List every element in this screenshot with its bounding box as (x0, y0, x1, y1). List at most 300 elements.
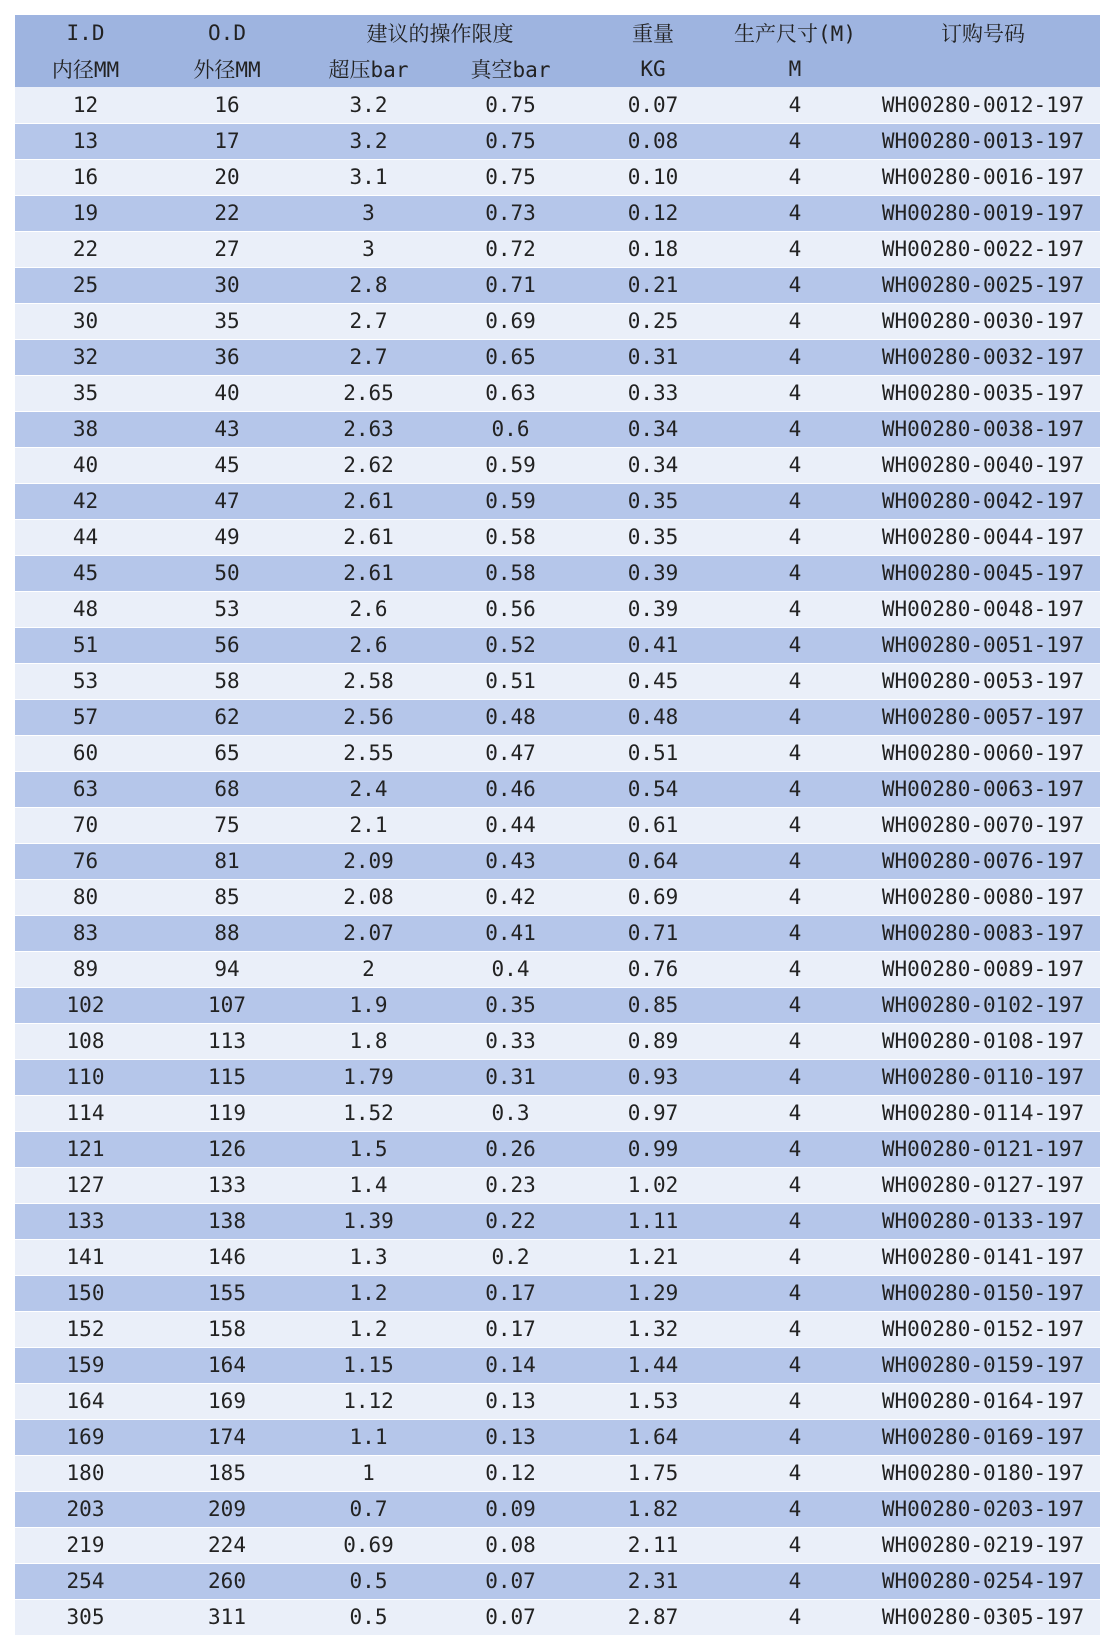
cell-length: 4 (724, 915, 866, 951)
cell-overpressure: 1.2 (298, 1311, 439, 1347)
cell-outer-diameter: 75 (156, 807, 298, 843)
cell-length: 4 (724, 627, 866, 663)
cell-overpressure: 3 (298, 195, 439, 231)
cell-inner-diameter: 102 (15, 987, 156, 1023)
cell-inner-diameter: 159 (15, 1347, 156, 1383)
cell-length: 4 (724, 1491, 866, 1527)
cell-order-number: WH00280-0035-197 (866, 375, 1100, 411)
cell-order-number: WH00280-0060-197 (866, 735, 1100, 771)
cell-inner-diameter: 152 (15, 1311, 156, 1347)
cell-order-number: WH00280-0159-197 (866, 1347, 1100, 1383)
cell-outer-diameter: 27 (156, 231, 298, 267)
cell-vacuum: 0.13 (439, 1383, 582, 1419)
cell-overpressure: 2.63 (298, 411, 439, 447)
cell-overpressure: 2.6 (298, 627, 439, 663)
cell-order-number: WH00280-0032-197 (866, 339, 1100, 375)
cell-weight: 0.21 (582, 267, 724, 303)
cell-weight: 0.39 (582, 555, 724, 591)
cell-outer-diameter: 138 (156, 1203, 298, 1239)
cell-weight: 0.18 (582, 231, 724, 267)
cell-order-number: WH00280-0102-197 (866, 987, 1100, 1023)
cell-order-number: WH00280-0152-197 (866, 1311, 1100, 1347)
cell-length: 4 (724, 807, 866, 843)
table-row (15, 1131, 1100, 1167)
table-row (15, 447, 1100, 483)
cell-outer-diameter: 50 (156, 555, 298, 591)
cell-overpressure: 2.4 (298, 771, 439, 807)
cell-vacuum: 0.08 (439, 1527, 582, 1563)
cell-order-number: WH00280-0057-197 (866, 699, 1100, 735)
cell-overpressure: 2.7 (298, 303, 439, 339)
cell-weight: 0.08 (582, 123, 724, 159)
cell-length: 4 (724, 519, 866, 555)
table-row (15, 411, 1100, 447)
table-row (15, 1167, 1100, 1203)
cell-length: 4 (724, 1419, 866, 1455)
cell-inner-diameter: 70 (15, 807, 156, 843)
cell-overpressure: 3.2 (298, 123, 439, 159)
cell-inner-diameter: 121 (15, 1131, 156, 1167)
cell-outer-diameter: 58 (156, 663, 298, 699)
cell-length: 4 (724, 555, 866, 591)
cell-order-number: WH00280-0083-197 (866, 915, 1100, 951)
cell-vacuum: 0.75 (439, 87, 582, 123)
cell-order-number: WH00280-0133-197 (866, 1203, 1100, 1239)
cell-vacuum: 0.58 (439, 555, 582, 591)
cell-vacuum: 0.47 (439, 735, 582, 771)
cell-length: 4 (724, 879, 866, 915)
header-operating-limits: 建议的操作限度 (298, 15, 582, 51)
cell-weight: 0.76 (582, 951, 724, 987)
cell-vacuum: 0.75 (439, 159, 582, 195)
cell-overpressure: 1.4 (298, 1167, 439, 1203)
cell-weight: 0.41 (582, 627, 724, 663)
cell-order-number: WH00280-0030-197 (866, 303, 1100, 339)
table-row (15, 303, 1100, 339)
cell-overpressure: 2.07 (298, 915, 439, 951)
cell-overpressure: 0.5 (298, 1563, 439, 1599)
cell-vacuum: 0.59 (439, 483, 582, 519)
table-row (15, 1095, 1100, 1131)
cell-outer-diameter: 185 (156, 1455, 298, 1491)
cell-outer-diameter: 65 (156, 735, 298, 771)
cell-order-number: WH00280-0150-197 (866, 1275, 1100, 1311)
table-row (15, 987, 1100, 1023)
table-row (15, 375, 1100, 411)
cell-vacuum: 0.22 (439, 1203, 582, 1239)
cell-length: 4 (724, 1455, 866, 1491)
cell-vacuum: 0.41 (439, 915, 582, 951)
cell-vacuum: 0.71 (439, 267, 582, 303)
cell-overpressure: 1.39 (298, 1203, 439, 1239)
cell-vacuum: 0.12 (439, 1455, 582, 1491)
cell-inner-diameter: 76 (15, 843, 156, 879)
cell-outer-diameter: 62 (156, 699, 298, 735)
cell-weight: 1.75 (582, 1455, 724, 1491)
cell-inner-diameter: 22 (15, 231, 156, 267)
cell-overpressure: 1.12 (298, 1383, 439, 1419)
cell-outer-diameter: 20 (156, 159, 298, 195)
cell-inner-diameter: 141 (15, 1239, 156, 1275)
cell-length: 4 (724, 1203, 866, 1239)
cell-vacuum: 0.33 (439, 1023, 582, 1059)
cell-inner-diameter: 80 (15, 879, 156, 915)
table-row (15, 1491, 1100, 1527)
cell-weight: 0.07 (582, 87, 724, 123)
cell-vacuum: 0.4 (439, 951, 582, 987)
cell-vacuum: 0.48 (439, 699, 582, 735)
cell-weight: 0.99 (582, 1131, 724, 1167)
cell-length: 4 (724, 1599, 866, 1635)
cell-overpressure: 2.65 (298, 375, 439, 411)
cell-outer-diameter: 209 (156, 1491, 298, 1527)
cell-order-number: WH00280-0254-197 (866, 1563, 1100, 1599)
cell-overpressure: 0.5 (298, 1599, 439, 1635)
cell-vacuum: 0.69 (439, 303, 582, 339)
cell-weight: 0.25 (582, 303, 724, 339)
header-outer-diameter-unit: 外径MM (156, 51, 298, 87)
cell-inner-diameter: 63 (15, 771, 156, 807)
cell-overpressure: 3.2 (298, 87, 439, 123)
cell-length: 4 (724, 1239, 866, 1275)
cell-outer-diameter: 40 (156, 375, 298, 411)
cell-overpressure: 1.8 (298, 1023, 439, 1059)
cell-outer-diameter: 164 (156, 1347, 298, 1383)
cell-outer-diameter: 17 (156, 123, 298, 159)
cell-outer-diameter: 43 (156, 411, 298, 447)
cell-length: 4 (724, 1563, 866, 1599)
table-row (15, 843, 1100, 879)
table-row (15, 1419, 1100, 1455)
cell-outer-diameter: 30 (156, 267, 298, 303)
cell-inner-diameter: 114 (15, 1095, 156, 1131)
cell-length: 4 (724, 771, 866, 807)
cell-length: 4 (724, 411, 866, 447)
cell-vacuum: 0.42 (439, 879, 582, 915)
cell-inner-diameter: 30 (15, 303, 156, 339)
cell-vacuum: 0.73 (439, 195, 582, 231)
cell-length: 4 (724, 1095, 866, 1131)
cell-outer-diameter: 45 (156, 447, 298, 483)
cell-overpressure: 2.8 (298, 267, 439, 303)
cell-overpressure: 1.3 (298, 1239, 439, 1275)
cell-order-number: WH00280-0044-197 (866, 519, 1100, 555)
table-row (15, 123, 1100, 159)
cell-order-number: WH00280-0012-197 (866, 87, 1100, 123)
cell-weight: 0.39 (582, 591, 724, 627)
cell-length: 4 (724, 483, 866, 519)
cell-order-number: WH00280-0114-197 (866, 1095, 1100, 1131)
cell-overpressure: 3 (298, 231, 439, 267)
cell-outer-diameter: 35 (156, 303, 298, 339)
cell-outer-diameter: 133 (156, 1167, 298, 1203)
cell-weight: 2.31 (582, 1563, 724, 1599)
cell-inner-diameter: 32 (15, 339, 156, 375)
cell-inner-diameter: 169 (15, 1419, 156, 1455)
cell-length: 4 (724, 1311, 866, 1347)
cell-weight: 0.31 (582, 339, 724, 375)
table-row (15, 915, 1100, 951)
cell-order-number: WH00280-0038-197 (866, 411, 1100, 447)
table-row (15, 951, 1100, 987)
cell-inner-diameter: 42 (15, 483, 156, 519)
cell-inner-diameter: 60 (15, 735, 156, 771)
cell-vacuum: 0.51 (439, 663, 582, 699)
cell-weight: 0.64 (582, 843, 724, 879)
cell-inner-diameter: 305 (15, 1599, 156, 1635)
cell-weight: 0.34 (582, 447, 724, 483)
cell-length: 4 (724, 663, 866, 699)
cell-weight: 0.93 (582, 1059, 724, 1095)
cell-weight: 0.89 (582, 1023, 724, 1059)
table-body (15, 87, 1100, 1635)
cell-weight: 0.35 (582, 483, 724, 519)
cell-length: 4 (724, 1275, 866, 1311)
table-row (15, 267, 1100, 303)
table-row (15, 699, 1100, 735)
cell-order-number: WH00280-0025-197 (866, 267, 1100, 303)
header-length-unit: M (724, 51, 866, 87)
table-row (15, 1455, 1100, 1491)
cell-length: 4 (724, 699, 866, 735)
cell-length: 4 (724, 123, 866, 159)
table-row (15, 771, 1100, 807)
cell-weight: 0.51 (582, 735, 724, 771)
cell-order-number: WH00280-0048-197 (866, 591, 1100, 627)
cell-order-number: WH00280-0076-197 (866, 843, 1100, 879)
cell-overpressure: 2.55 (298, 735, 439, 771)
cell-outer-diameter: 169 (156, 1383, 298, 1419)
cell-length: 4 (724, 375, 866, 411)
cell-length: 4 (724, 951, 866, 987)
table-row (15, 807, 1100, 843)
table-row (15, 159, 1100, 195)
cell-order-number: WH00280-0089-197 (866, 951, 1100, 987)
cell-overpressure: 2.6 (298, 591, 439, 627)
cell-weight: 1.64 (582, 1419, 724, 1455)
cell-outer-diameter: 224 (156, 1527, 298, 1563)
cell-order-number: WH00280-0022-197 (866, 231, 1100, 267)
cell-length: 4 (724, 1527, 866, 1563)
header-id: I.D (15, 15, 156, 51)
table-row (15, 1527, 1100, 1563)
cell-overpressure: 2.08 (298, 879, 439, 915)
cell-weight: 0.85 (582, 987, 724, 1023)
cell-outer-diameter: 81 (156, 843, 298, 879)
table-row (15, 1383, 1100, 1419)
cell-order-number: WH00280-0053-197 (866, 663, 1100, 699)
cell-order-number: WH00280-0203-197 (866, 1491, 1100, 1527)
cell-weight: 1.32 (582, 1311, 724, 1347)
cell-inner-diameter: 203 (15, 1491, 156, 1527)
cell-outer-diameter: 311 (156, 1599, 298, 1635)
cell-vacuum: 0.6 (439, 411, 582, 447)
cell-overpressure: 1.15 (298, 1347, 439, 1383)
cell-vacuum: 0.52 (439, 627, 582, 663)
cell-overpressure: 1.9 (298, 987, 439, 1023)
table-header (15, 15, 1100, 87)
cell-order-number: WH00280-0063-197 (866, 771, 1100, 807)
cell-order-number: WH00280-0051-197 (866, 627, 1100, 663)
cell-outer-diameter: 56 (156, 627, 298, 663)
cell-weight: 1.53 (582, 1383, 724, 1419)
cell-vacuum: 0.75 (439, 123, 582, 159)
table-row (15, 735, 1100, 771)
table-row (15, 87, 1100, 123)
cell-vacuum: 0.3 (439, 1095, 582, 1131)
cell-inner-diameter: 57 (15, 699, 156, 735)
cell-weight: 1.29 (582, 1275, 724, 1311)
cell-length: 4 (724, 339, 866, 375)
cell-weight: 1.44 (582, 1347, 724, 1383)
cell-outer-diameter: 47 (156, 483, 298, 519)
cell-outer-diameter: 49 (156, 519, 298, 555)
cell-inner-diameter: 133 (15, 1203, 156, 1239)
header-weight-unit: KG (582, 51, 724, 87)
cell-inner-diameter: 13 (15, 123, 156, 159)
cell-outer-diameter: 113 (156, 1023, 298, 1059)
cell-inner-diameter: 219 (15, 1527, 156, 1563)
cell-overpressure: 0.7 (298, 1491, 439, 1527)
cell-inner-diameter: 16 (15, 159, 156, 195)
cell-length: 4 (724, 447, 866, 483)
cell-weight: 1.11 (582, 1203, 724, 1239)
cell-length: 4 (724, 1347, 866, 1383)
cell-order-number: WH00280-0110-197 (866, 1059, 1100, 1095)
cell-inner-diameter: 164 (15, 1383, 156, 1419)
cell-overpressure: 2.61 (298, 519, 439, 555)
cell-weight: 0.33 (582, 375, 724, 411)
cell-vacuum: 0.26 (439, 1131, 582, 1167)
cell-weight: 1.02 (582, 1167, 724, 1203)
cell-vacuum: 0.59 (439, 447, 582, 483)
cell-order-number: WH00280-0040-197 (866, 447, 1100, 483)
cell-outer-diameter: 174 (156, 1419, 298, 1455)
cell-inner-diameter: 180 (15, 1455, 156, 1491)
cell-overpressure: 2.61 (298, 555, 439, 591)
cell-vacuum: 0.13 (439, 1419, 582, 1455)
cell-vacuum: 0.58 (439, 519, 582, 555)
cell-overpressure: 2.7 (298, 339, 439, 375)
cell-weight: 1.82 (582, 1491, 724, 1527)
cell-overpressure: 2.09 (298, 843, 439, 879)
cell-outer-diameter: 68 (156, 771, 298, 807)
cell-length: 4 (724, 1131, 866, 1167)
cell-outer-diameter: 260 (156, 1563, 298, 1599)
header-vacuum: 真空bar (439, 51, 582, 87)
cell-inner-diameter: 254 (15, 1563, 156, 1599)
cell-order-number: WH00280-0164-197 (866, 1383, 1100, 1419)
cell-overpressure: 1.2 (298, 1275, 439, 1311)
cell-overpressure: 1.5 (298, 1131, 439, 1167)
table-row (15, 195, 1100, 231)
cell-vacuum: 0.35 (439, 987, 582, 1023)
cell-vacuum: 0.56 (439, 591, 582, 627)
cell-overpressure: 1.52 (298, 1095, 439, 1131)
cell-weight: 0.45 (582, 663, 724, 699)
cell-overpressure: 1.1 (298, 1419, 439, 1455)
cell-overpressure: 2 (298, 951, 439, 987)
table-row (15, 1599, 1100, 1635)
cell-inner-diameter: 45 (15, 555, 156, 591)
cell-weight: 0.71 (582, 915, 724, 951)
table-row (15, 1563, 1100, 1599)
cell-order-number: WH00280-0141-197 (866, 1239, 1100, 1275)
cell-overpressure: 0.69 (298, 1527, 439, 1563)
cell-inner-diameter: 44 (15, 519, 156, 555)
cell-vacuum: 0.43 (439, 843, 582, 879)
cell-vacuum: 0.23 (439, 1167, 582, 1203)
cell-weight: 0.34 (582, 411, 724, 447)
table-row (15, 627, 1100, 663)
cell-outer-diameter: 158 (156, 1311, 298, 1347)
spec-sheet (15, 15, 1100, 1636)
cell-order-number: WH00280-0180-197 (866, 1455, 1100, 1491)
header-production-length: 生产尺寸(M) (724, 15, 866, 51)
cell-inner-diameter: 51 (15, 627, 156, 663)
cell-vacuum: 0.72 (439, 231, 582, 267)
cell-vacuum: 0.09 (439, 1491, 582, 1527)
cell-overpressure: 1.79 (298, 1059, 439, 1095)
table-row (15, 1311, 1100, 1347)
cell-order-number: WH00280-0013-197 (866, 123, 1100, 159)
table-row (15, 1023, 1100, 1059)
cell-vacuum: 0.2 (439, 1239, 582, 1275)
cell-weight: 1.21 (582, 1239, 724, 1275)
table-row (15, 1203, 1100, 1239)
cell-inner-diameter: 150 (15, 1275, 156, 1311)
header-order-number: 订购号码 (866, 15, 1100, 51)
cell-outer-diameter: 146 (156, 1239, 298, 1275)
cell-overpressure: 1 (298, 1455, 439, 1491)
cell-inner-diameter: 25 (15, 267, 156, 303)
cell-weight: 0.48 (582, 699, 724, 735)
cell-length: 4 (724, 987, 866, 1023)
cell-inner-diameter: 38 (15, 411, 156, 447)
cell-length: 4 (724, 87, 866, 123)
cell-order-number: WH00280-0016-197 (866, 159, 1100, 195)
cell-length: 4 (724, 1167, 866, 1203)
cell-overpressure: 2.62 (298, 447, 439, 483)
cell-weight: 0.61 (582, 807, 724, 843)
cell-outer-diameter: 85 (156, 879, 298, 915)
cell-outer-diameter: 115 (156, 1059, 298, 1095)
table-row (15, 339, 1100, 375)
cell-vacuum: 0.31 (439, 1059, 582, 1095)
cell-outer-diameter: 94 (156, 951, 298, 987)
cell-inner-diameter: 48 (15, 591, 156, 627)
cell-vacuum: 0.17 (439, 1275, 582, 1311)
header-row-1 (15, 15, 1100, 51)
header-inner-diameter-unit: 内径MM (15, 51, 156, 87)
header-order-blank (866, 51, 1100, 87)
table-row (15, 1275, 1100, 1311)
cell-length: 4 (724, 159, 866, 195)
cell-length: 4 (724, 231, 866, 267)
cell-length: 4 (724, 1383, 866, 1419)
cell-order-number: WH00280-0108-197 (866, 1023, 1100, 1059)
cell-outer-diameter: 155 (156, 1275, 298, 1311)
cell-vacuum: 0.07 (439, 1563, 582, 1599)
cell-inner-diameter: 19 (15, 195, 156, 231)
cell-inner-diameter: 40 (15, 447, 156, 483)
cell-overpressure: 2.56 (298, 699, 439, 735)
table-row (15, 1347, 1100, 1383)
cell-order-number: WH00280-0080-197 (866, 879, 1100, 915)
cell-vacuum: 0.17 (439, 1311, 582, 1347)
cell-overpressure: 2.61 (298, 483, 439, 519)
cell-length: 4 (724, 735, 866, 771)
